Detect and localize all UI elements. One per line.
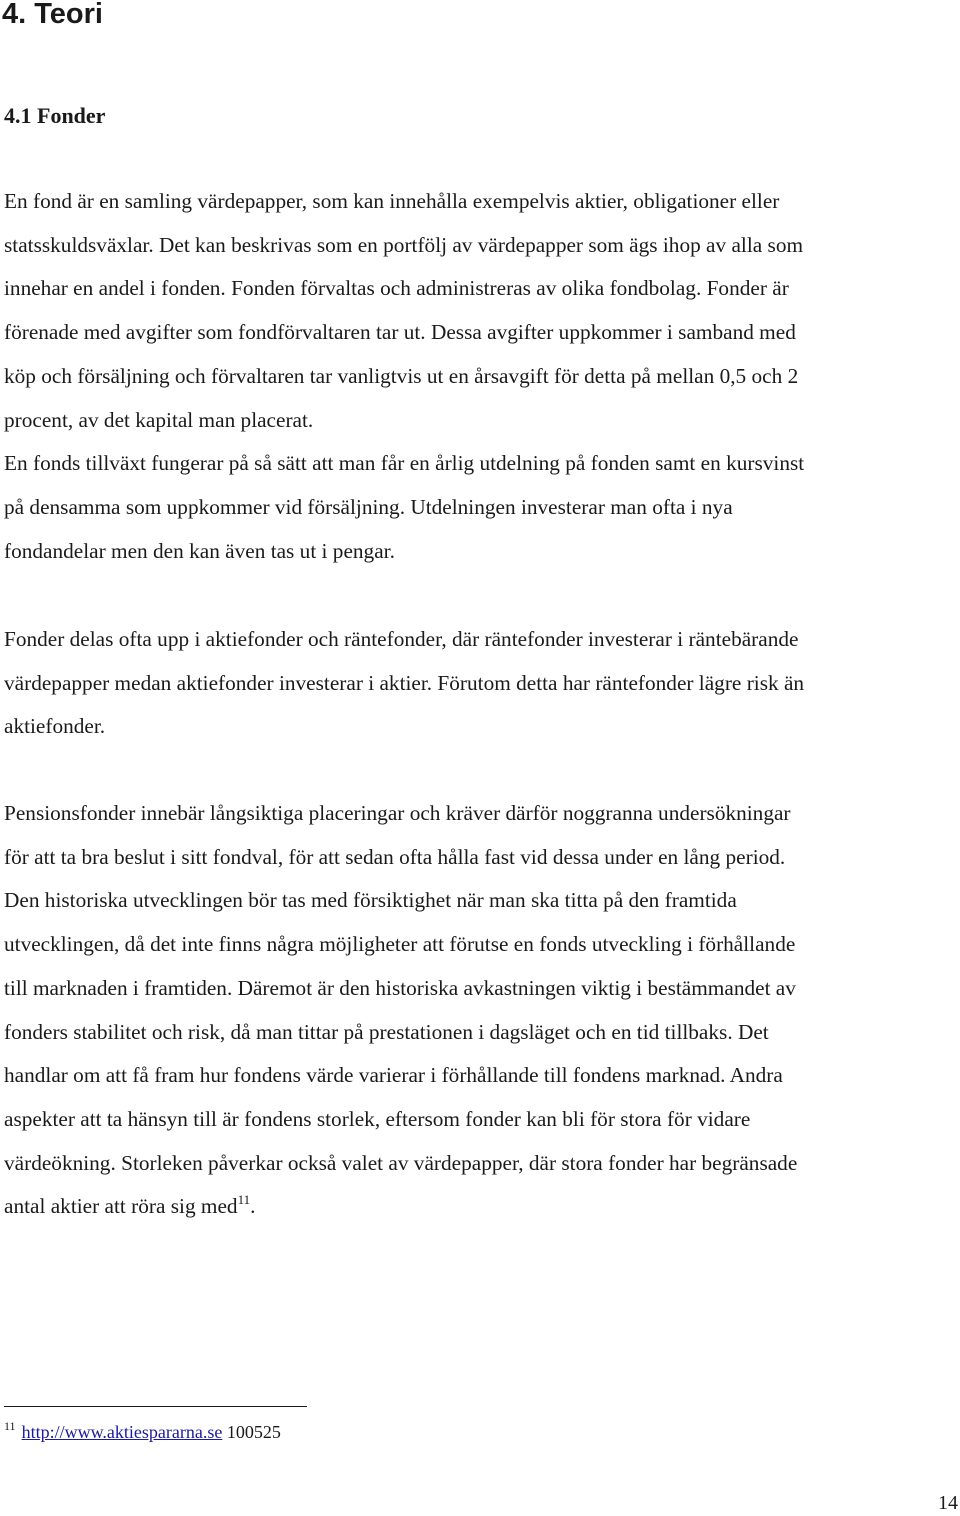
text-line: på densamma som uppkommer vid försäljning. Utdelningen investerar man ofta i nya [4,494,733,519]
text-line: procent, av det kapital man placerat. [4,407,314,432]
text-line: aspekter att ta hänsyn till är fondens storlek, eftersom fonder kan bli för stora för vidare [4,1106,751,1131]
text-line-with-footnote [4,1185,960,1231]
text-line: Fonder delas ofta upp i aktiefonder och räntefonder, där räntefonder investerar i räntebärande [4,627,799,651]
footnote-date: 100525 [226,1422,281,1442]
text-line: statsskuldsväxlar. Det kan beskrivas som en portfölj av värdepapper som ägs ihop av alla som [4,232,804,257]
text-line: köp och försäljning och förvaltaren tar vanligtvis ut en årsavgift för detta på mellan 0,5 och 2 [4,363,799,388]
text-line: innehar en andel i fonden. Fonden förvaltas och administreras av olika fondbolag. Fonder är [4,276,789,301]
footnote-link[interactable]: http://www.aktiespararna.se [21,1422,223,1442]
text-line: aktiefonder. [4,714,106,739]
text-line: värdeökning. Storleken påverkar också valet av värdepapper, där stora fonder har begränsade [4,1150,798,1175]
sentence-period: . [250,1194,256,1219]
text-line: utvecklingen, då det inte finns några möjligheter att förutse en fonds utveckling i förhållande [4,932,796,957]
text-line-content: antal aktier att röra sig med [4,1194,238,1219]
footnote-number: 11 [4,1419,16,1433]
footnote-reference[interactable]: 11 [237,1192,251,1208]
footnote-separator [4,1406,307,1407]
text-line: handlar om att få fram hur fondens värde varierar i förhållande till fondens marknad. Andra [4,1063,783,1088]
paragraph-fund-definition [4,180,960,573]
paragraph-fund-types [4,618,960,749]
footnote [4,1418,281,1448]
text-line: värdepapper medan aktiefonder investerar i aktier. Förutom detta har räntefonder lägre risk än [4,670,805,695]
page-heading: 4. Teori [2,0,103,30]
text-line: fondandelar men den kan även tas ut i pengar. [4,538,395,563]
text-line: fonders stabilitet och risk, då man tittar på prestationen i dagsläget och en tid tillbaks. Det [4,1019,769,1044]
section-heading: 4.1 Fonder [4,103,106,128]
text-line: En fond är en samling värdepapper, som kan innehålla exempelvis aktier, obligationer eller [4,189,780,213]
paragraph-pension-funds [4,792,960,1231]
text-line: för att ta bra beslut i sitt fondval, för att sedan ofta hålla fast vid dessa under en lång period. [4,844,786,869]
text-line: Pensionsfonder innebär långsiktiga placeringar och kräver därför noggranna undersökningar [4,801,791,825]
text-line: förenade med avgifter som fondförvaltaren tar ut. Dessa avgifter uppkommer i samband med [4,320,796,345]
page-number: 14 [938,1492,958,1514]
text-line: En fonds tillväxt fungerar på så sätt att man får en årlig utdelning på fonden samt en kursvinst [4,451,805,476]
text-line: Den historiska utvecklingen bör tas med försiktighet när man ska titta på den framtida [4,888,737,913]
text-line: till marknaden i framtiden. Däremot är den historiska avkastningen viktig i bestämmandet av [4,975,796,1000]
